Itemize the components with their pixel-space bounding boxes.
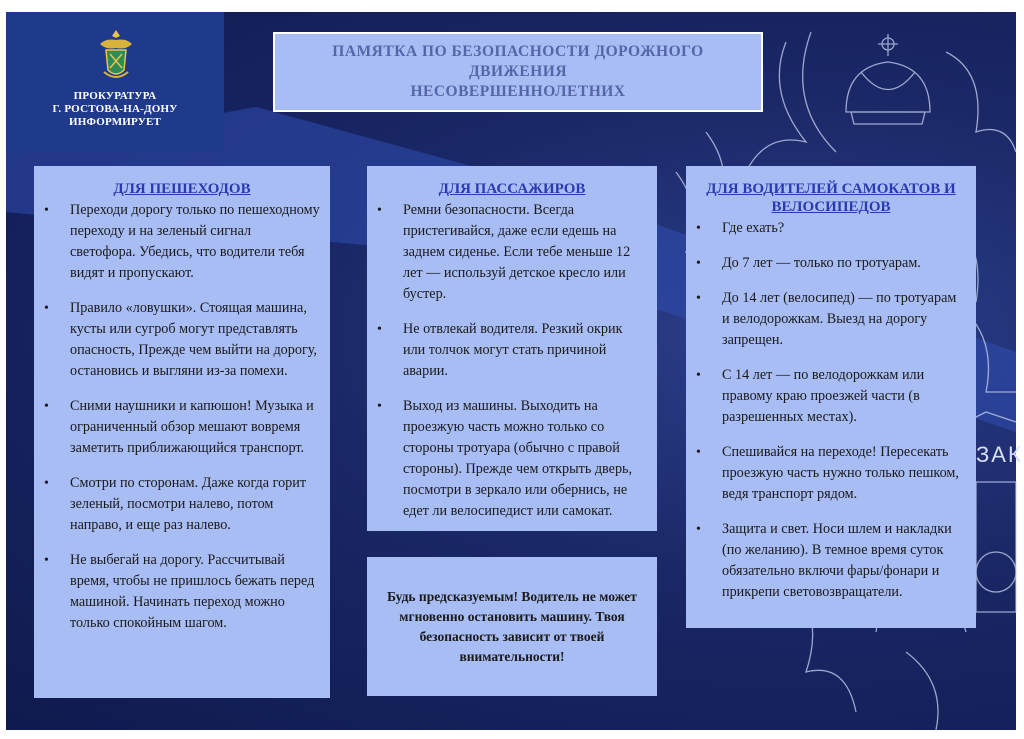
pedestrians-list bbox=[44, 200, 320, 634]
list-item: • До 7 лет — только по тротуарам. bbox=[696, 253, 966, 274]
pedestrians-card bbox=[34, 166, 330, 698]
poster-title: ПАМЯТКА ПО БЕЗОПАСНОСТИ ДОРОЖНОГО ДВИЖЕНИЯ НЕСОВЕРШЕННОЛЕТНИХ bbox=[273, 32, 763, 112]
list-item: • Переходи дорогу только по пешеходному переходу и на зеленый сигнал светофора. Убедись, что водители тебя видят и пропускают. bbox=[44, 200, 320, 284]
poster bbox=[6, 12, 1023, 730]
list-item: • Не отвлекай водителя. Резкий окрик или толчок могут стать причиной аварии. bbox=[377, 319, 647, 382]
passengers-list bbox=[377, 200, 647, 522]
list-item: • Ремни безопасности. Всегда пристегивайся, даже если едешь на заднем сиденье. Если тебе меньше 12 лет — используй детское кресло или бустер. bbox=[377, 200, 647, 305]
list-item: • Не выбегай на дорогу. Рассчитывай время, чтобы не пришлось бежать перед машиной. Начинать переход можно только спокойным шагом. bbox=[44, 550, 320, 634]
list-item: • Где ехать? bbox=[696, 218, 966, 239]
prosecutor-header bbox=[6, 12, 224, 152]
list-item: • Защита и свет. Носи шлем и накладки (по желанию). В темное время суток обязательно включи фары/фонари и прикрепи световозвращатели. bbox=[696, 519, 966, 603]
list-item: • Спешивайся на переходе! Пересекать проезжую часть нужно только пешком, ведя транспорт рядом. bbox=[696, 442, 966, 505]
list-item: • Выход из машины. Выходить на проезжую часть можно только со стороны тротуара (обычно с правой стороны). Прежде чем открыть дверь, посмотри в зеркало или обернись, не едет ли велосипедист или самокат. bbox=[377, 396, 647, 522]
prosecutor-emblem-icon bbox=[96, 26, 136, 84]
safety-note: Будь предсказуемым! Водитель не может мгновенно остановить машину. Твоя безопасность зависит от твоей внимательности! bbox=[367, 557, 657, 696]
riders-heading: ДЛЯ ВОДИТЕЛЕЙ САМОКАТОВ И ВЕЛОСИПЕДОВ bbox=[706, 181, 956, 215]
riders-list bbox=[696, 218, 966, 603]
riders-card bbox=[686, 166, 976, 628]
organization-name: ПРОКУРАТУРА Г. РОСТОВА-НА-ДОНУ ИНФОРМИРУЕТ bbox=[52, 90, 178, 128]
passengers-card bbox=[367, 166, 657, 531]
pedestrians-heading: ДЛЯ ПЕШЕХОДОВ bbox=[113, 181, 251, 197]
list-item: • До 14 лет (велосипед) — по тротуарам и велодорожкам. Выезд на дорогу запрещен. bbox=[696, 288, 966, 351]
list-item: • Смотри по сторонам. Даже когда горит зеленый, посмотри налево, потом направо, и еще раз налево. bbox=[44, 473, 320, 536]
background-lettering: ЗАК bbox=[976, 442, 1023, 467]
list-item: • С 14 лет — по велодорожкам или правому краю проезжей части (в разрешенных местах). bbox=[696, 365, 966, 428]
passengers-heading: ДЛЯ ПАССАЖИРОВ bbox=[438, 181, 586, 197]
list-item: • Сними наушники и капюшон! Музыка и ограниченный обзор мешают вовремя заметить приближающийся транспорт. bbox=[44, 396, 320, 459]
list-item: • Правило «ловушки». Стоящая машина, кусты или сугроб могут представлять опасность, Прежде чем выйти на дорогу, остановись и выгляни из-за помехи. bbox=[44, 298, 320, 382]
